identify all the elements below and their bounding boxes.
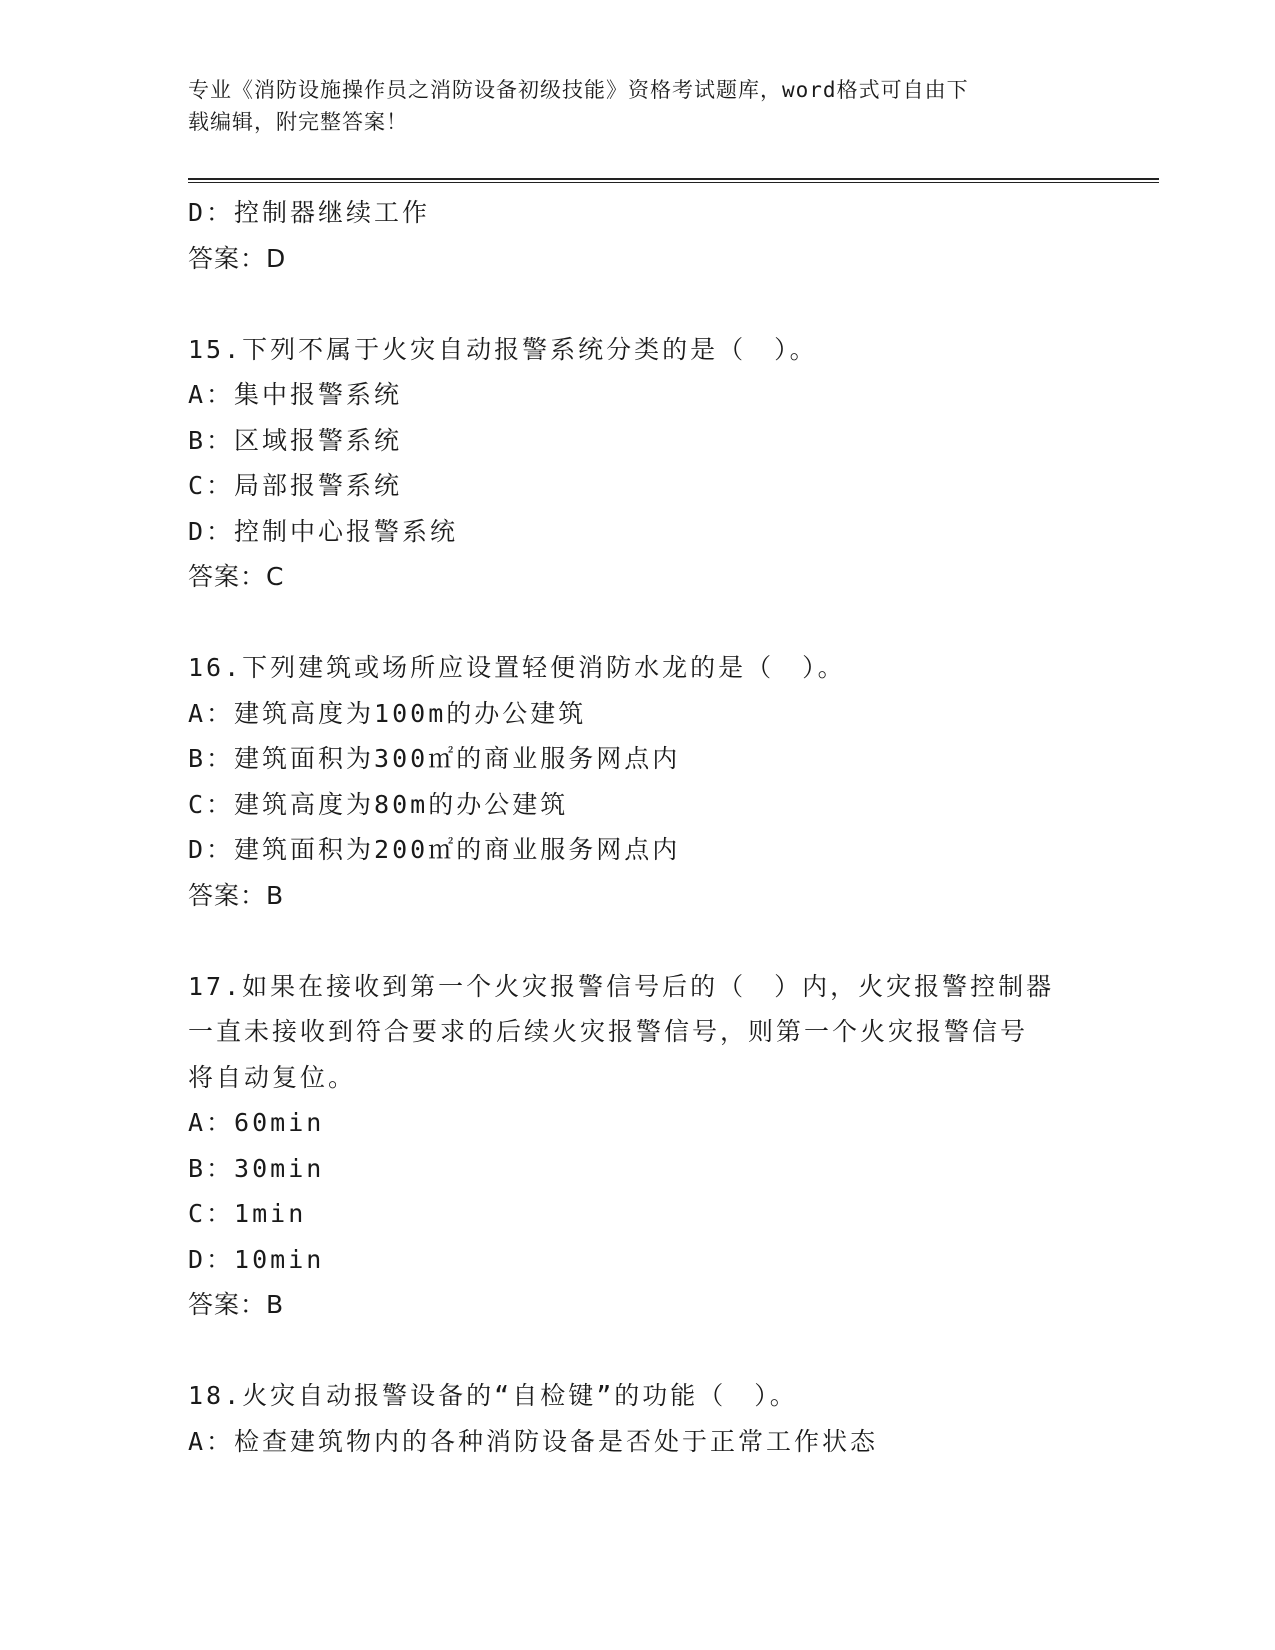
- question-stem: 18.火灾自动报警设备的“自检键”的功能（ ）。: [188, 1381, 798, 1410]
- spacer: [188, 281, 1088, 327]
- question-list: [188, 190, 1088, 1464]
- answer-line: 答案：C: [188, 562, 285, 591]
- question-18: [188, 1373, 1088, 1464]
- option-a: A：60min: [188, 1108, 325, 1137]
- option-c: C：1min: [188, 1199, 307, 1228]
- option-d: D：10min: [188, 1244, 325, 1274]
- question-17: [188, 964, 1088, 1328]
- option-a: A：建筑高度为100m的办公建筑: [188, 698, 587, 728]
- question-stem-line-1: 17.如果在接收到第一个火灾报警信号后的（ ）内，火灾报警控制器: [188, 971, 1055, 1001]
- question-stem-line-2: 一直未接收到符合要求的后续火灾报警信号，则第一个火灾报警信号: [188, 1017, 1029, 1046]
- spacer: [188, 600, 1088, 646]
- option-b: B：30min: [188, 1153, 325, 1183]
- answer-line: 答案：B: [188, 1290, 285, 1319]
- question-stem: 15.下列不属于火灾自动报警系统分类的是（ ）。: [188, 334, 818, 364]
- header-divider: [188, 178, 1159, 183]
- option-a: A：集中报警系统: [188, 380, 403, 409]
- question-15: [188, 327, 1088, 600]
- option-b: B：建筑面积为300㎡的商业服务网点内: [188, 744, 681, 773]
- header-line-1: 专业《消防设施操作员之消防设备初级技能》资格考试题库，word格式可自由下: [188, 78, 969, 102]
- spacer: [188, 918, 1088, 964]
- document-header: [188, 74, 1068, 138]
- option-c: C：局部报警系统: [188, 471, 403, 500]
- option-c: C：建筑高度为80m的办公建筑: [188, 789, 569, 819]
- option-d: D：控制中心报警系统: [188, 516, 459, 546]
- question-stem: 16.下列建筑或场所应设置轻便消防水龙的是（ ）。: [188, 653, 846, 682]
- header-line-2: 载编辑，附完整答案！: [188, 110, 408, 134]
- spacer: [188, 1328, 1088, 1374]
- question-16: [188, 645, 1088, 918]
- answer-line: 答案：B: [188, 880, 285, 910]
- option-d: D：控制器继续工作: [188, 198, 431, 227]
- question-stem-line-3: 将自动复位。: [188, 1062, 357, 1092]
- question-14-tail: [188, 190, 1088, 281]
- option-b: B：区域报警系统: [188, 425, 403, 455]
- answer-line: 答案：D: [188, 243, 287, 273]
- option-d: D：建筑面积为200㎡的商业服务网点内: [188, 835, 681, 864]
- option-a: A：检查建筑物内的各种消防设备是否处于正常工作状态: [188, 1426, 879, 1456]
